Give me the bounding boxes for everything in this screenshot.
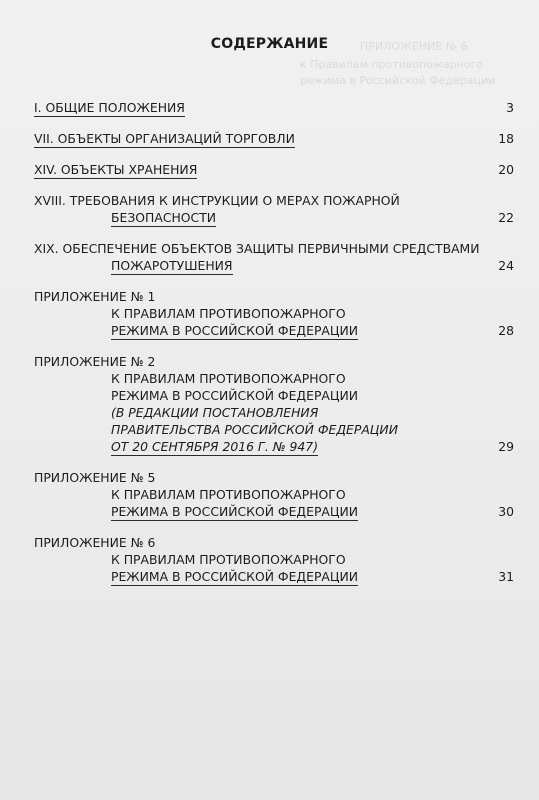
toc-entry-heading: ПРИЛОЖЕНИЕ № 1 xyxy=(34,289,156,304)
toc-page-number: 24 xyxy=(498,258,514,273)
toc-page-number: 20 xyxy=(498,162,514,177)
toc-entry-heading: ПРИЛОЖЕНИЕ № 2 xyxy=(34,354,156,369)
toc-entry[interactable] xyxy=(34,161,514,178)
toc-page-number: 22 xyxy=(498,210,514,225)
bleed-through-text: ПРИЛОЖЕНИЕ № 6 xyxy=(360,40,468,53)
toc-entry[interactable] xyxy=(34,130,514,147)
toc-entry[interactable]: ПРИЛОЖЕНИЕ № 2 К ПРАВИЛАМ ПРОТИВОПОЖАРНОГО РЕЖИМА В РОССИЙСКОЙ ФЕДЕРАЦИИ (В РЕДАКЦИИ ПОСТАНОВЛЕНИЯ ПРАВИТЕЛЬСТВА РОССИЙСКОЙ ФЕДЕРАЦИИ ОТ 20 СЕНТЯБРЯ 2016 Г. № 947) 29 xyxy=(34,354,514,454)
toc-page-number: 28 xyxy=(498,323,514,338)
bleed-through-text: режима в Российской Федерации xyxy=(300,74,496,87)
toc-entry-label: XIX. ОБЕСПЕЧЕНИЕ ОБЪЕКТОВ ЗАЩИТЫ ПЕРВИЧНЫМИ СРЕДСТВАМИ xyxy=(34,241,480,256)
toc-entry[interactable] xyxy=(34,99,514,116)
table-of-contents xyxy=(34,99,514,585)
toc-entry-label: VII. ОБЪЕКТЫ ОРГАНИЗАЦИЙ ТОРГОВЛИ xyxy=(34,131,295,146)
toc-page-number: 29 xyxy=(498,439,514,454)
toc-entry-label: I. ОБЩИЕ ПОЛОЖЕНИЯ xyxy=(34,100,185,115)
bleed-through-text: к Правилам противопожарного xyxy=(300,58,483,71)
toc-entry-heading: ПРИЛОЖЕНИЕ № 5 xyxy=(34,470,156,485)
toc-entry-label: XIV. ОБЪЕКТЫ ХРАНЕНИЯ xyxy=(34,162,198,177)
page-title: СОДЕРЖАНИЕ xyxy=(210,36,329,52)
toc-entry[interactable]: ПРИЛОЖЕНИЕ № 5 К ПРАВИЛАМ ПРОТИВОПОЖАРНОГО РЕЖИМА В РОССИЙСКОЙ ФЕДЕРАЦИИ 30 xyxy=(34,470,514,519)
toc-page-number: 18 xyxy=(498,131,514,146)
toc-entry[interactable]: ПРИЛОЖЕНИЕ № 6 К ПРАВИЛАМ ПРОТИВОПОЖАРНОГО РЕЖИМА В РОССИЙСКОЙ ФЕДЕРАЦИИ 31 xyxy=(34,535,514,584)
toc-page-number: 30 xyxy=(498,504,514,519)
toc-entry-heading: ПРИЛОЖЕНИЕ № 6 xyxy=(34,535,156,550)
toc-entry[interactable]: ПРИЛОЖЕНИЕ № 1 К ПРАВИЛАМ ПРОТИВОПОЖАРНОГО РЕЖИМА В РОССИЙСКОЙ ФЕДЕРАЦИИ 28 xyxy=(34,289,514,338)
toc-page-number: 3 xyxy=(506,100,514,115)
toc-entry[interactable]: XIX. ОБЕСПЕЧЕНИЕ ОБЪЕКТОВ ЗАЩИТЫ ПЕРВИЧНЫМИ СРЕДСТВАМИ ПОЖАРОТУШЕНИЯ 24 xyxy=(34,241,514,273)
toc-entry[interactable]: XVIII. ТРЕБОВАНИЯ К ИНСТРУКЦИИ О МЕРАХ ПОЖАРНОЙ БЕЗОПАСНОСТИ 22 xyxy=(34,193,514,225)
toc-entry-label: XVIII. ТРЕБОВАНИЯ К ИНСТРУКЦИИ О МЕРАХ ПОЖАРНОЙ xyxy=(34,193,400,208)
toc-page-number: 31 xyxy=(498,569,514,584)
